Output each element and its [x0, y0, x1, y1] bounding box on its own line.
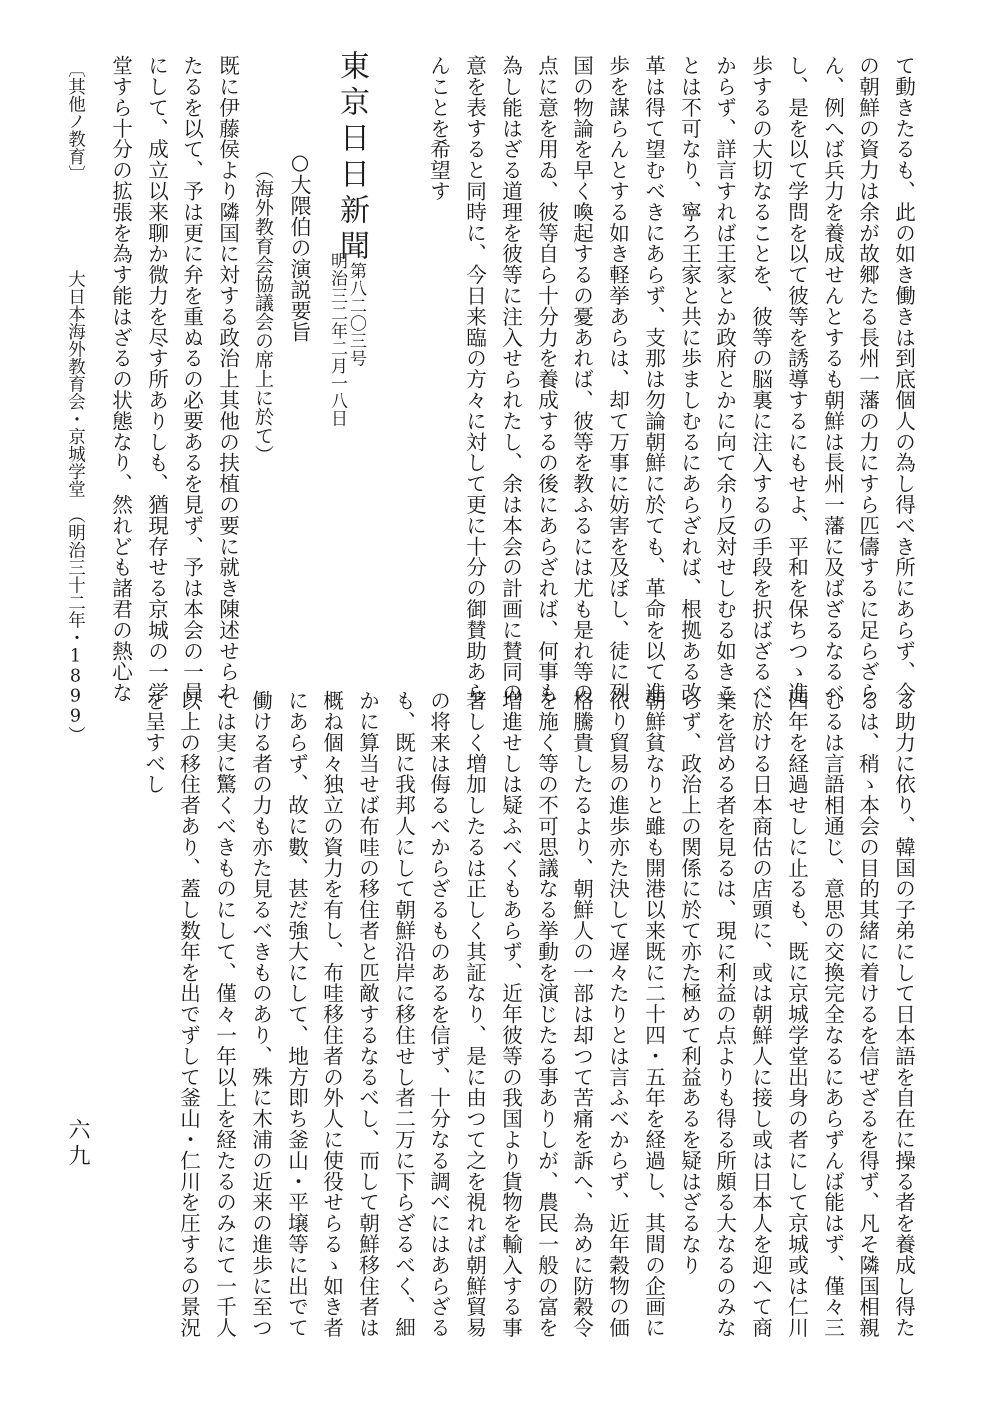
text-column: たるを以て、予は更に弁を重ぬるの必要あるを見ず、予は本会の一員 [179, 55, 204, 703]
text-column: 歩を謀らんとする如き軽挙あらは、却て万事に妨害を及ぼし、徒に列 [605, 55, 630, 703]
text-column: 著しく増加したるは正しく其証なり、是に由つて之を視れば朝鮮貿易 [462, 690, 487, 1338]
text-column: 堂すら十分の拡張を為す能はざるの状態なり、然れども諸君の熱心な [108, 55, 133, 703]
text-column: を施く等の不可思議なる挙動を演じたる事ありしが、農民一般の富を [534, 690, 559, 1338]
text-column: 依り貿易の進歩亦た決して遅々たりとは言ふべからず、近年穀物の価 [605, 690, 630, 1338]
text-column: 四年を経過せしに止るも、既に京城学堂出身の者にして京城或は仁川 [784, 690, 809, 1338]
text-column: らず、政治上の関係に於て亦た極めて利益あるを疑はざるなり [677, 690, 702, 1276]
text-column: 格騰貴したるより、朝鮮人の一部は却つて苦痛を訴へ、為めに防穀令 [569, 690, 594, 1338]
text-column: にあらず、故に數、甚だ強大にして、地方即ち釜山・平壌等に出でて [284, 690, 309, 1338]
text-column: も、既に我邦人にして朝鮮沿岸に移住せし者二万に下らざるべく、細 [391, 690, 416, 1338]
issue-date: 明治三二年二月一八日 [327, 252, 347, 427]
text-column: の朝鮮の資力は余が故郷たる長州一藩の力にすら匹儔するに足らざら [855, 55, 880, 703]
text-column: むるは言語相通じ、意思の交換完全なるにあらずんば能はず、僅々三 [820, 690, 845, 1338]
text-column: からず、詳言すれば王家とか政府とかに向て余り反対せしむる如きこ [712, 55, 737, 703]
text-column: を呈すべし [141, 690, 166, 795]
text-column: かに算当せば布哇の移住者と匹敵するなるべし、而して朝鮮移住者は [355, 690, 380, 1338]
text-column: て動きたるも、此の如き働きは到底個人の為し得べき所にあらず、今 [891, 55, 916, 703]
text-column: 意を表すると同時に、今日来臨の方々に対して更に十分の御賛助あら [462, 55, 487, 703]
text-column: んことを希望す [426, 55, 451, 202]
category-label: 〔其他ノ教育〕 [65, 60, 86, 183]
text-column: 概ね個々独立の資力を有し、布哇移住者の外人に使役せらるゝ如き者 [319, 690, 344, 1338]
text-column: 革は得て望むべきにあらず、支那は勿論朝鮮に於ても、革命を以て進 [641, 55, 666, 703]
text-column: の将来は侮るべからざるものあるを信ず、十分なる調べにはあらざる [426, 690, 451, 1338]
text-column: し、是を以て学問を以て彼等を誘導するにもせよ、平和を保ちつゝ進 [784, 55, 809, 703]
newspaper-name: 東京日日新聞 [334, 50, 369, 266]
text-column: 歩するの大切なることを、彼等の脳裏に注入するの手段を択ばざるべ [748, 55, 773, 703]
text-column: とは不可なり、寧ろ王家と共に歩ましむるにあらざれば、根拠ある改 [677, 55, 702, 703]
text-column: ては実に驚くべきものにして、僅々一年以上を経たるのみにて一千人 [212, 690, 237, 1338]
source-label: 大日本海外教育会・京城学堂 （明治三十二年・1899） [65, 270, 86, 744]
text-column: 業を営める者を見るは、現に利益の点よりも得る所頗る大なるのみな [712, 690, 737, 1338]
text-column: る助力に依り、韓国の子弟にして日本語を自在に操る者を養成し得た [891, 690, 916, 1338]
text-column: に於ける日本商估の店頭に、或は朝鮮人に接し或は日本人を迎へて商 [748, 690, 773, 1338]
text-column: 点に意を用ゐ、彼等自ら十分力を養成するの後にあらざれば、何事も [534, 55, 559, 703]
text-column: にして、成立以来聊か微力を尽す所ありしも、猶現存せる京城の一学 [144, 55, 169, 703]
text-column: 為し能はざる道理を彼等に注入せられたし、余は本会の計画に賛同の [498, 55, 523, 703]
text-column: ん、例へば兵力を養成せんとするも朝鮮は長州一藩に及ばざるなるべ [820, 55, 845, 703]
issue-number: 第八二〇三号 [346, 262, 366, 367]
text-column: 朝鮮貧なりと雖も開港以来既に二十四・五年を経過し、其間の企画に [641, 690, 666, 1338]
text-column: 以上の移住者あり、蓋し数年を出でずして釜山・仁川を圧するの景況 [176, 690, 201, 1338]
text-column: 既に伊藤侯より隣国に対する政治上其他の扶植の要に就き陳述せられ [215, 55, 240, 703]
speech-title: ○大隈伯の演説要旨 [288, 150, 312, 342]
text-column: 増進せしは疑ふべくもあらず、近年彼等の我国より貨物を輸入する事 [498, 690, 523, 1338]
text-column: 働ける者の力も亦た見るべきものあり、殊に木浦の近来の進歩に至つ [248, 690, 273, 1338]
text-column: 国の物論を早く喚起するの憂あれば、彼等を教ふるには尤も是れ等の [569, 55, 594, 703]
speech-subtitle: （海外教育会協議会の席上に於て） [252, 160, 274, 464]
text-column: るは、稍ゝ本会の目的其緒に着けるを信ぜざるを得ず、凡そ隣国相親 [855, 690, 880, 1338]
page-number: 六九 [65, 1118, 90, 1170]
